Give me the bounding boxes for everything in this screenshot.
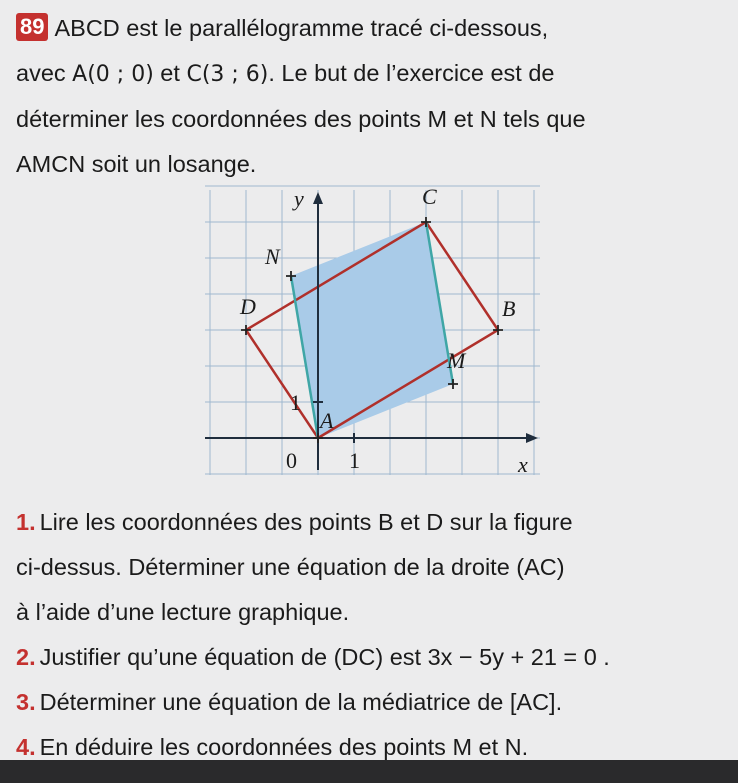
y-axis-arrow (313, 192, 323, 204)
questions-list (16, 500, 728, 770)
label-B: B (502, 296, 516, 321)
label-M: M (447, 348, 466, 373)
x-axis-arrow (526, 433, 538, 443)
coordinate-figure (200, 180, 545, 480)
statement-text-2b: et (153, 60, 187, 86)
exercise-number-badge: 89 (16, 13, 48, 41)
y-unit-label: 1 (290, 390, 301, 415)
statement-line-2 (16, 51, 728, 97)
figure-svg (200, 180, 545, 480)
question-3-number: 3. (16, 689, 36, 715)
point-A-coords: A(0 ; 0) (72, 62, 154, 87)
label-A: A (320, 408, 334, 433)
bottom-edge (0, 760, 738, 783)
statement-text-2c: . Le but de l’exercice est de (268, 60, 555, 86)
question-1-number: 1. (16, 509, 36, 535)
question-2-number: 2. (16, 644, 36, 670)
statement-text-2a: avec (16, 60, 73, 86)
point-C-coords: C(3 ; 6) (186, 62, 269, 87)
label-D: D (240, 294, 256, 319)
question-2-text: Justifier qu’une équation de (DC) est 3x − 5y + 21 = 0 . (39, 644, 610, 670)
question-4-number: 4. (16, 734, 36, 760)
question-2 (16, 635, 728, 680)
x-unit-label: 1 (349, 448, 360, 473)
question-3-text: Déterminer une équation de la médiatrice de [AC]. (39, 689, 563, 715)
statement-line-3: déterminer les coordonnées des points M et N tels que (16, 106, 586, 132)
statement-text-1: ABCD est le parallélogramme tracé ci-dessous, (54, 15, 549, 41)
statement-line-1 (16, 6, 728, 51)
statement-line-4: AMCN soit un losange. (16, 151, 257, 177)
question-1-cont-2: à l’aide d’une lecture graphique. (16, 599, 350, 625)
origin-label: 0 (286, 448, 297, 473)
question-4-text: En déduire les coordonnées des points M et N. (39, 734, 529, 760)
exercise-statement (16, 6, 728, 187)
label-N: N (265, 244, 280, 269)
label-C: C (422, 184, 437, 209)
question-3 (16, 680, 728, 725)
y-axis-label: y (294, 186, 304, 211)
x-axis-label: x (518, 452, 528, 477)
question-1 (16, 500, 728, 545)
question-1-text-a: Lire les coordonnées des points B et D sur la figure (39, 509, 573, 535)
question-1-cont-1: ci-dessus. Déterminer une équation de la droite (AC) (16, 554, 565, 580)
